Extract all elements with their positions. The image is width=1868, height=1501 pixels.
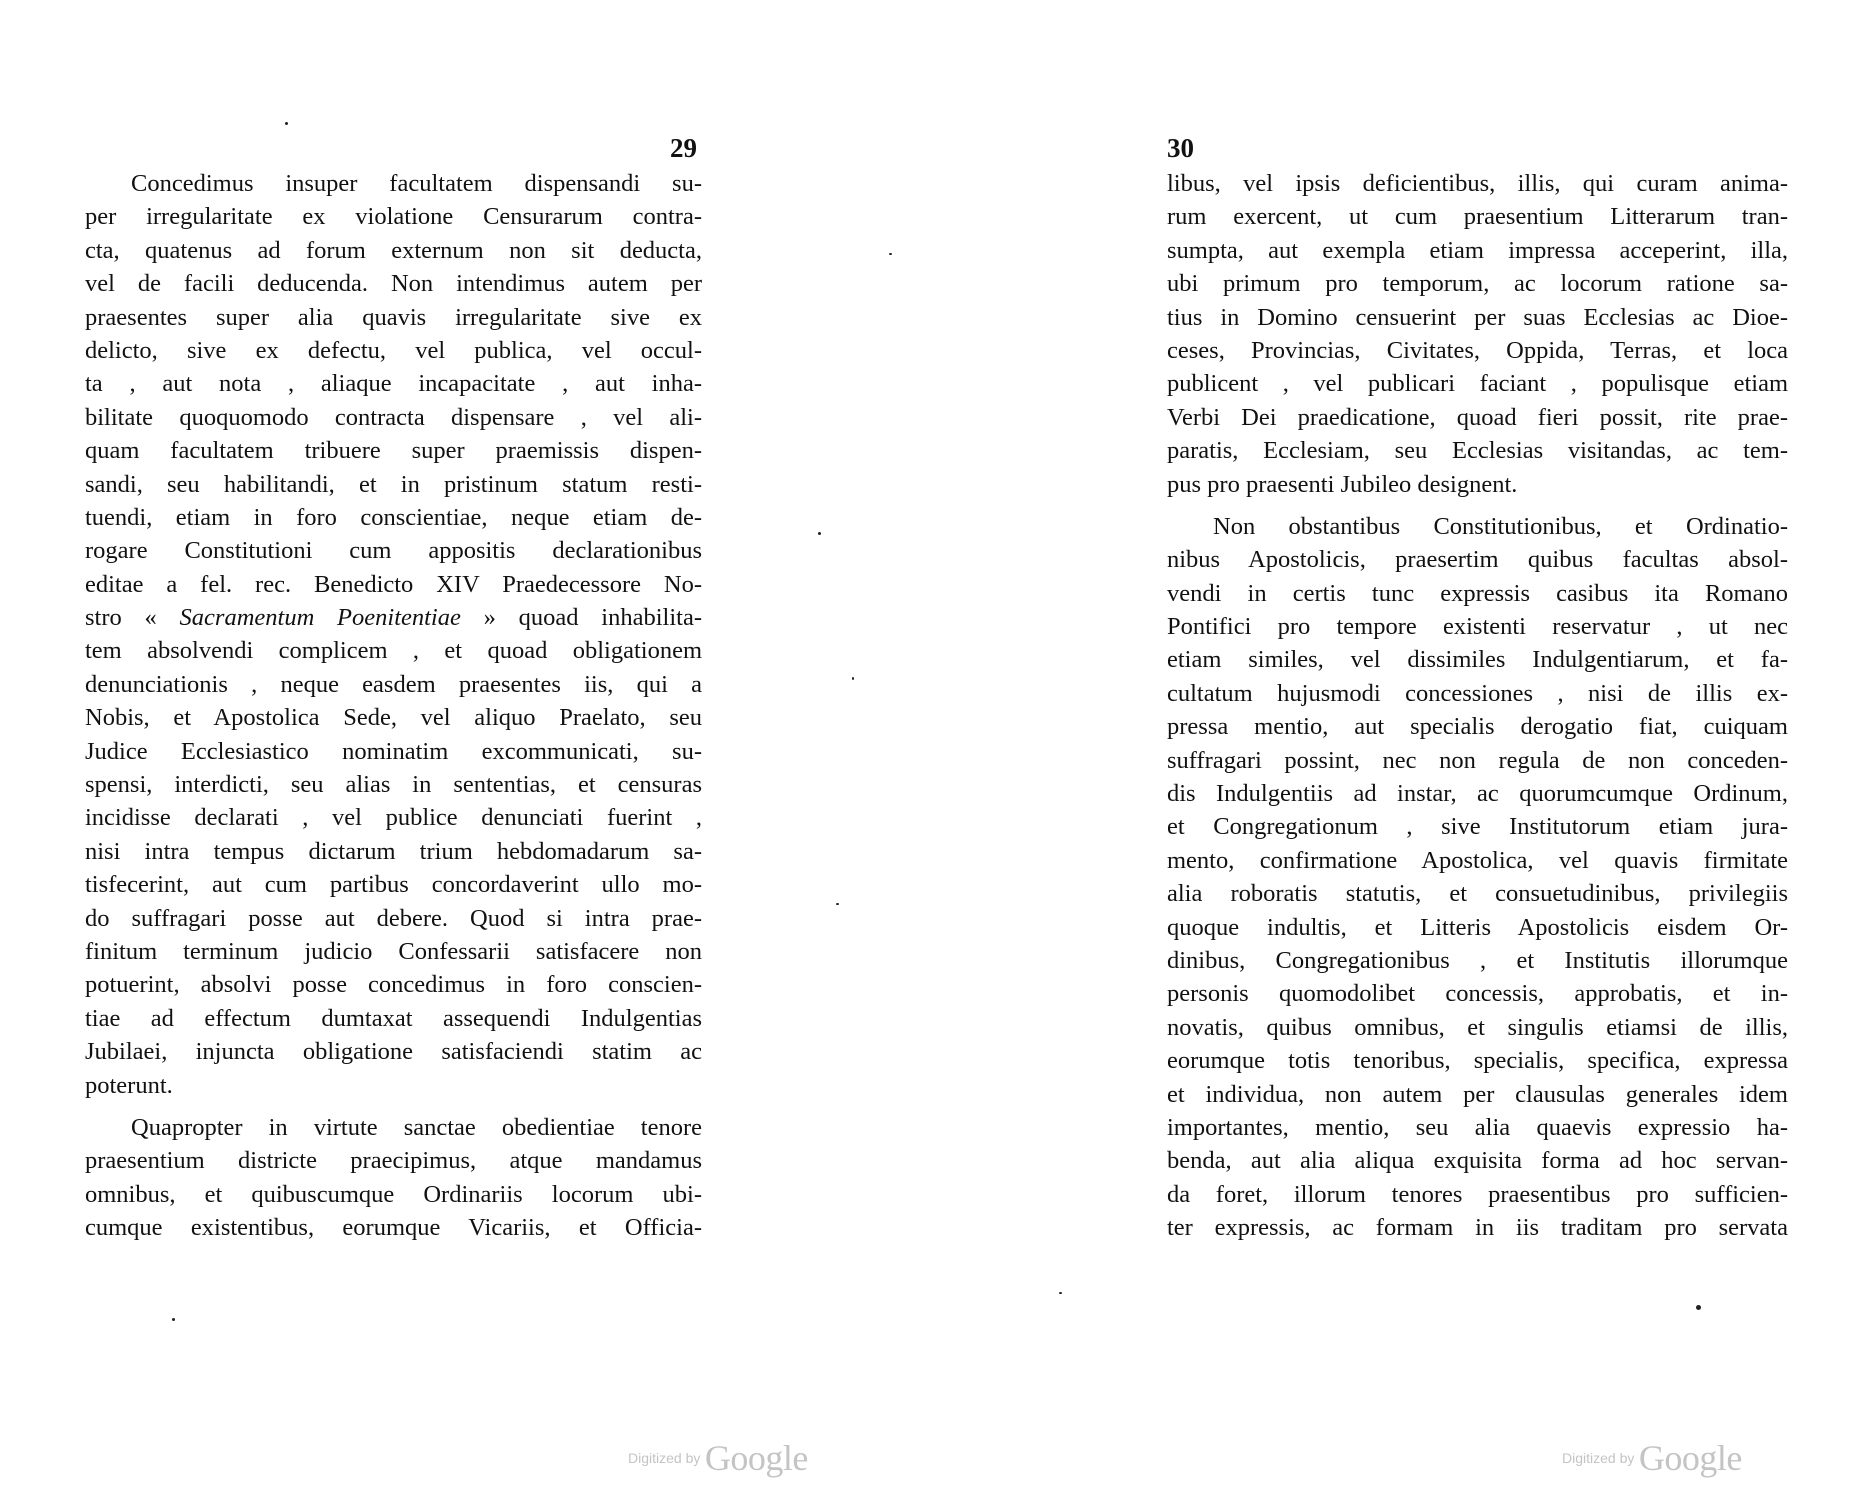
text-line: quam facultatem tribuere super praemissis dispen- [85, 437, 702, 465]
text-line: rum exercent, ut cum praesentium Litterarum tran- [1167, 203, 1788, 231]
text-line: importantes, mentio, seu alia quaevis expressio ha- [1167, 1113, 1788, 1141]
scan-speck [836, 903, 839, 905]
text-line: sandi, seu habilitandi, et in pristinum statum resti- [85, 470, 702, 498]
text-line: eorumque totis tenoribus, specialis, specifica, expressa [1167, 1047, 1788, 1075]
page-number: 30 [1167, 133, 1194, 163]
text-line: denunciationis , neque easdem praesentes iis, qui a [85, 670, 702, 698]
body-text [1167, 167, 1788, 1245]
text-line: benda, aut alia aliqua exquisita forma ad hoc servan- [1167, 1147, 1788, 1175]
scan-speck [172, 1318, 175, 1321]
text-line: delicto, sive ex defectu, vel publica, vel occul- [85, 336, 702, 364]
page-number: 29 [670, 133, 697, 163]
text-line: nibus Apostolicis, praesertim quibus facultas absol- [1167, 546, 1788, 574]
scan-speck [1696, 1305, 1701, 1310]
text-line: cultatum hujusmodi concessiones , nisi de illis ex- [1167, 679, 1788, 707]
text-line: sumpta, aut exempla etiam impressa acceperint, illa, [1167, 236, 1788, 264]
text-line: pus pro praesenti Jubileo designent. [1167, 470, 1518, 498]
text-line: publicent , vel publicari faciant , populisque etiam [1167, 370, 1788, 398]
text-line: potuerint, absolvi posse concedimus in foro conscien- [85, 971, 702, 999]
text-line: ubi primum pro temporum, ac locorum ratione sa- [1167, 270, 1788, 298]
text-line: praesentium districte praecipimus, atque mandamus [85, 1147, 702, 1175]
text-line: quoque indultis, et Litteris Apostolicis eisdem Or- [1167, 913, 1788, 941]
text-line: editae a fel. rec. Benedicto XIV Praedecessore No- [85, 570, 702, 598]
text-line: ceses, Provincias, Civitates, Oppida, Terras, et loca [1167, 336, 1788, 364]
text-line: spensi, interdicti, seu alias in sententias, et censuras [85, 771, 702, 799]
text-line: per irregularitate ex violatione Censurarum contra- [85, 203, 702, 231]
text-line: incidisse declarati , vel publice denunciati fuerint , [85, 804, 702, 832]
scan-speck [852, 677, 854, 680]
text-line: tisfecerint, aut cum partibus concordaverint ullo mo- [85, 871, 702, 899]
scan-speck [889, 253, 892, 255]
text-line: Verbi Dei praedicatione, quoad fieri possit, rite prae- [1167, 403, 1788, 431]
google-watermark [1562, 1437, 1742, 1479]
scan-speck [1059, 1292, 1062, 1294]
text-line: etiam similes, vel dissimiles Indulgentiarum, et fa- [1167, 646, 1788, 674]
scan-speck [285, 122, 288, 125]
text-line: tem absolvendi complicem , et quoad obligationem [85, 637, 702, 665]
text-line: Quapropter in virtute sanctae obedientiae tenore [131, 1113, 702, 1141]
text-line: do suffragari posse aut debere. Quod si intra prae- [85, 904, 702, 932]
text-line: Concedimus insuper facultatem dispensandi su- [131, 170, 702, 197]
text-line: cta, quatenus ad forum externum non sit deducta, [85, 236, 702, 264]
text-line: vel de facili deducenda. Non intendimus autem per [85, 270, 702, 298]
text-line: stro « Sacramentum Poenitentiae » quoad inhabilita- [85, 604, 703, 632]
text-line: libus, vel ipsis deficientibus, illis, qui curam anima- [1167, 170, 1788, 197]
text-line: tius in Domino censuerint per suas Ecclesias ac Dioe- [1167, 303, 1788, 331]
text-line: tuendi, etiam in foro conscientiae, neque etiam de- [85, 503, 702, 531]
google-logo: Google [704, 1438, 808, 1478]
text-line: finitum terminum judicio Confessarii satisfacere non [85, 937, 702, 965]
text-line: Nobis, et Apostolica Sede, vel aliquo Praelato, seu [85, 704, 702, 732]
google-logo: Google [1638, 1438, 1742, 1478]
text-line: poterunt. [85, 1071, 173, 1099]
text-line: rogare Constitutioni cum appositis declarationibus [85, 537, 702, 565]
scan-speck [818, 532, 821, 535]
text-line: Judice Ecclesiastico nominatim excommunicati, su- [85, 737, 702, 765]
body-text [85, 167, 702, 1245]
text-line: ta , aut nota , aliaque incapacitate , aut inha- [85, 370, 702, 398]
text-line: suffragari possint, nec non regula de non conceden- [1167, 746, 1788, 774]
text-line: novatis, quibus omnibus, et singulis etiamsi de illis, [1167, 1013, 1788, 1041]
italic-title: Sacramentum Poenitentiae [179, 604, 461, 632]
text-line: ter expressis, ac formam in iis traditam pro servata [1167, 1214, 1788, 1242]
text-line: cumque existentibus, eorumque Vicariis, et Officia- [85, 1214, 702, 1242]
text-line: et Congregationum , sive Institutorum etiam jura- [1167, 813, 1788, 841]
text-line: pressa mentio, aut specialis derogatio fiat, cuiquam [1167, 713, 1788, 741]
text-line: praesentes super alia quavis irregularitate sive ex [85, 303, 702, 331]
text-line: paratis, Ecclesiam, seu Ecclesias visitandas, ac tem- [1167, 437, 1788, 465]
watermark-caption: Digitized by [1562, 1450, 1635, 1466]
text-line: omnibus, et quibuscumque Ordinariis locorum ubi- [85, 1180, 702, 1208]
text-line: mento, confirmatione Apostolica, vel quavis firmitate [1167, 846, 1788, 874]
text-line: et individua, non autem per clausulas generales idem [1167, 1080, 1788, 1108]
google-watermark [628, 1437, 808, 1479]
text-line: Pontifici pro tempore existenti reservatur , ut nec [1167, 613, 1788, 641]
text-line: nisi intra tempus dictarum trium hebdomadarum sa- [85, 837, 702, 865]
text-line: vendi in certis tunc expressis casibus ita Romano [1167, 579, 1788, 607]
text-line: Jubilaei, injuncta obligatione satisfaciendi statim ac [85, 1038, 702, 1066]
text-line: dinibus, Congregationibus , et Institutis illorumque [1167, 946, 1788, 974]
right-page [934, 0, 1868, 1501]
text-line: Non obstantibus Constitutionibus, et Ordinatio- [1213, 512, 1788, 540]
text-line: bilitate quoquomodo contracta dispensare , vel ali- [85, 403, 702, 431]
text-line: alia roboratis statutis, et consuetudinibus, privilegiis [1167, 880, 1788, 908]
text-line: dis Indulgentiis ad instar, ac quorumcumque Ordinum, [1167, 780, 1788, 808]
text-line: personis quomodolibet concessis, approbatis, et in- [1167, 980, 1788, 1008]
text-line: tiae ad effectum dumtaxat assequendi Indulgentias [85, 1004, 702, 1032]
text-line: da foret, illorum tenores praesentibus pro sufficien- [1167, 1180, 1788, 1208]
watermark-caption: Digitized by [628, 1450, 701, 1466]
